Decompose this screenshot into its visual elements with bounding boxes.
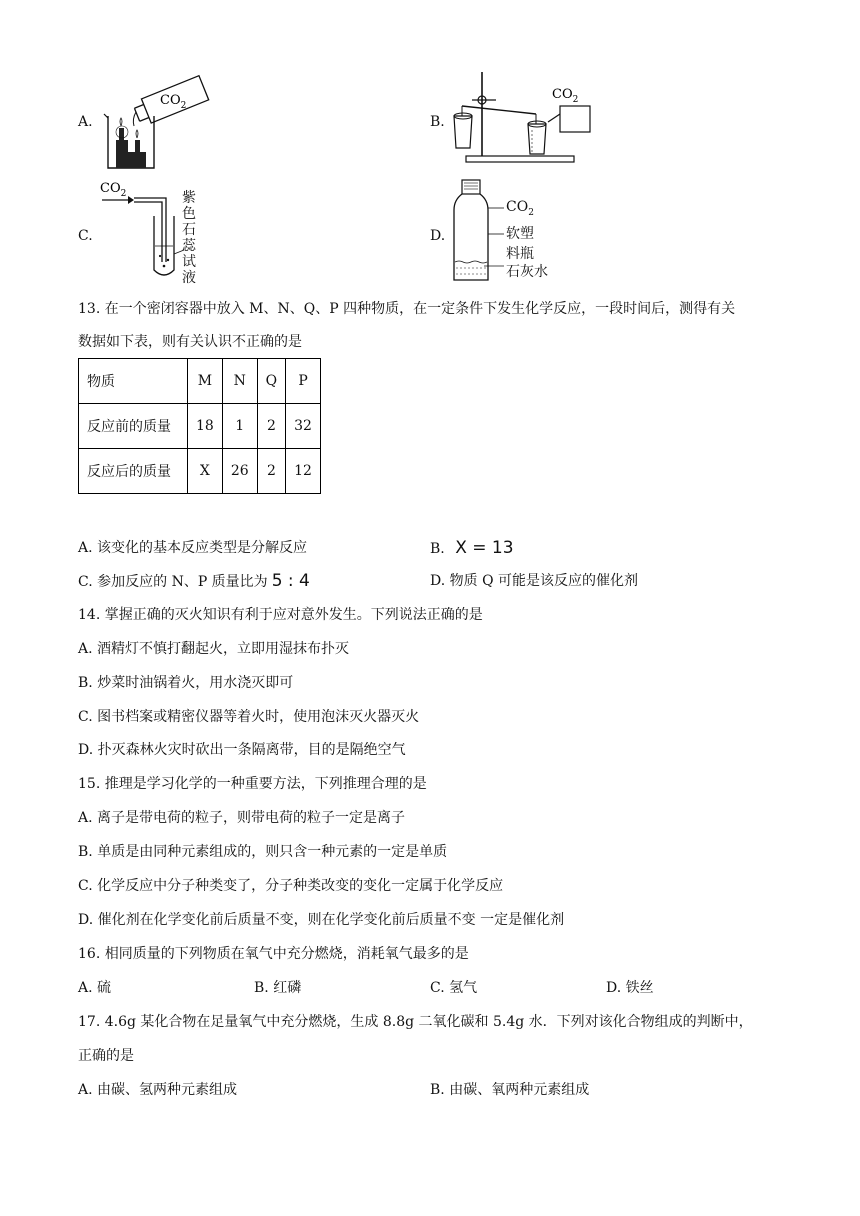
table-cell: 反应前的质量 <box>79 404 188 449</box>
table-row <box>79 404 321 449</box>
figure-b-label: B. <box>430 114 445 130</box>
table-cell: 32 <box>286 404 321 449</box>
figure-a-beaker-candles <box>96 74 226 174</box>
table-header-row <box>79 359 321 404</box>
table-cell: 物质 <box>79 359 188 404</box>
q13-option-c-ratio: 5 : 4 <box>271 571 310 591</box>
figure-d-limewater-label: 石灰水 <box>506 264 548 280</box>
q13-stem-line1: 13. 在一个密闭容器中放入 M、N、Q、P 四种物质，在一定条件下发生化学反应，一段时间后，测得有关 <box>78 301 736 317</box>
q13-data-table <box>78 358 321 494</box>
q13-option-c: C. 参加反应的 N、P 质量比为 5 : 4 <box>78 571 310 591</box>
figure-d-soft-label-1: 软塑 <box>506 226 534 242</box>
q14-option-a: A. 酒精灯不慎打翻起火，立即用湿抹布扑灭 <box>78 641 350 657</box>
table-cell: P <box>286 359 321 404</box>
q13-option-a: A. 该变化的基本反应类型是分解反应 <box>78 540 308 556</box>
q14-stem: 14. 掌握正确的灭火知识有利于应对意外发生。下列说法正确的是 <box>78 607 483 623</box>
table-cell: M <box>188 359 223 404</box>
table-cell: Q <box>257 359 285 404</box>
q17-option-a: A. 由碳、氢两种元素组成 <box>78 1082 238 1098</box>
q16-stem: 16. 相同质量的下列物质在氧气中充分燃烧，消耗氧气最多的是 <box>78 946 469 962</box>
figure-c-litmus-label: 紫 色 石 蕊 试 液 <box>182 190 196 286</box>
q15-option-a: A. 离子是带电荷的粒子，则带电荷的粒子一定是离子 <box>78 810 406 826</box>
table-row <box>79 449 321 494</box>
figure-c-co2: $CO_2$ <box>100 181 127 199</box>
figure-b-co2: $CO_2$ <box>552 87 579 105</box>
q17-stem-line2: 正确的是 <box>78 1048 134 1064</box>
q16-option-d: D. 铁丝 <box>606 980 654 996</box>
figure-d-label: D. <box>430 228 446 244</box>
figure-d-bottle <box>448 178 508 286</box>
q13-option-b: B. X = 13 <box>430 538 514 558</box>
table-cell: 2 <box>257 449 285 494</box>
figure-c-label: C. <box>78 228 93 244</box>
q15-option-c: C. 化学反应中分子种类变了，分子种类改变的变化一定属于化学反应 <box>78 878 504 894</box>
q15-stem: 15. 推理是学习化学的一种重要方法，下列推理合理的是 <box>78 776 427 792</box>
q13-option-d: D. 物质 Q 可能是该反应的催化剂 <box>430 573 639 589</box>
table-cell: 2 <box>257 404 285 449</box>
q15-option-d: D. 催化剂在化学变化前后质量不变，则在化学变化前后质量不变 一定是催化剂 <box>78 912 565 928</box>
table-cell: 18 <box>188 404 223 449</box>
table-cell: 1 <box>222 404 257 449</box>
figure-a-label: A. <box>78 114 93 130</box>
q17-option-b: B. 由碳、氧两种元素组成 <box>430 1082 590 1098</box>
table-cell: 12 <box>286 449 321 494</box>
figure-b-balance <box>448 70 598 170</box>
q16-option-b: B. 红磷 <box>254 980 302 996</box>
table-cell: X <box>188 449 223 494</box>
q14-option-d: D. 扑灭森林火灾时砍出一条隔离带，目的是隔绝空气 <box>78 742 406 758</box>
figure-a-co2: $CO_2$ <box>160 93 187 111</box>
q14-option-c: C. 图书档案或精密仪器等着火时，使用泡沫灭火器灭火 <box>78 709 420 725</box>
q14-option-b: B. 炒菜时油锅着火，用水浇灭即可 <box>78 675 294 691</box>
table-cell: 26 <box>222 449 257 494</box>
figure-d-soft-label-2: 料瓶 <box>506 246 534 262</box>
table-cell: 反应后的质量 <box>79 449 188 494</box>
figure-d-co2: $CO_2$ <box>506 199 534 218</box>
q15-option-b: B. 单质是由同种元素组成的，则只含一种元素的一定是单质 <box>78 844 448 860</box>
q16-option-a: A. 硫 <box>78 980 112 996</box>
q13-option-b-formula: X = 13 <box>455 538 514 558</box>
q13-stem-line2: 数据如下表，则有关认识不正确的是 <box>78 334 302 350</box>
table-cell: N <box>222 359 257 404</box>
q16-option-c: C. 氢气 <box>430 980 478 996</box>
q17-stem-line1: 17. 4.6g 某化合物在足量氧气中充分燃烧，生成 8.8g 二氧化碳和 5.4g 水．下列对该化合物组成的判断中， <box>78 1014 753 1030</box>
